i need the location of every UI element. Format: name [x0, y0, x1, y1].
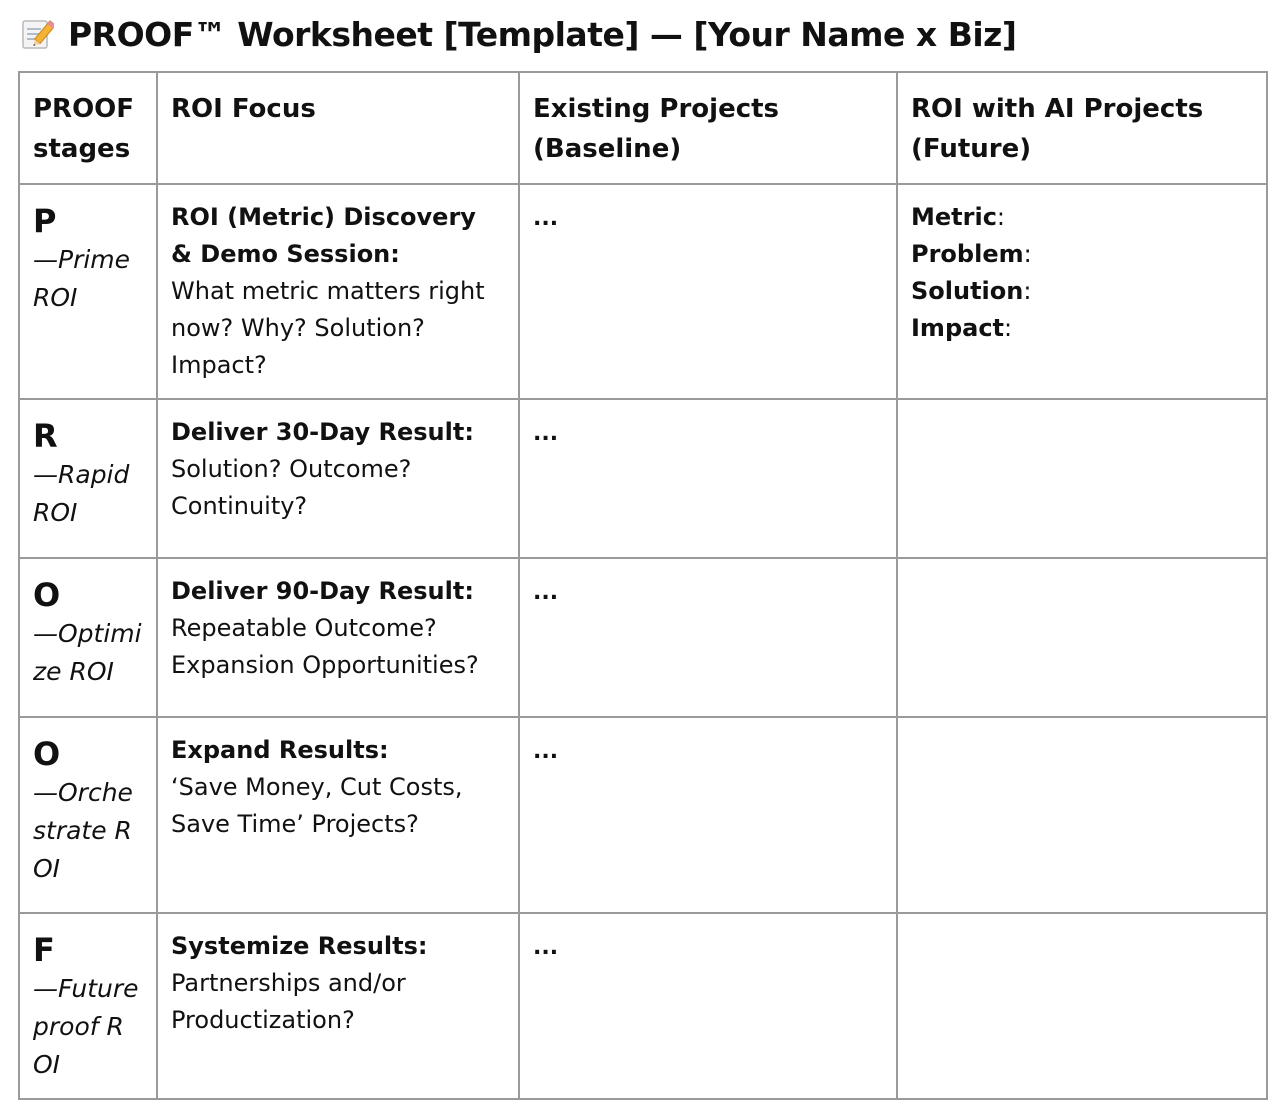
proof-table [18, 71, 1268, 1100]
page-title: PROOF™ Worksheet [Template] — [Your Name x Biz] [68, 14, 1017, 54]
baseline-placeholder: ... [533, 580, 559, 605]
stage-name: —Futureproof ROI [33, 974, 139, 1079]
solution-label: Solution [911, 277, 1024, 305]
stage-cell [19, 717, 157, 913]
memo-icon [20, 17, 54, 51]
baseline-placeholder: ... [533, 421, 559, 446]
table-row [19, 184, 1267, 399]
stage-cell [19, 913, 157, 1099]
focus-body: ‘Save Money, Cut Costs, Save Time’ Projects? [171, 773, 463, 838]
stage-name: —Prime ROI [33, 245, 131, 312]
impact-line [911, 310, 1253, 347]
focus-title: Systemize Results: [171, 932, 428, 960]
focus-title: Expand Results: [171, 736, 389, 764]
baseline-placeholder: ... [533, 935, 559, 960]
title-row [20, 12, 1016, 56]
header-row [19, 72, 1267, 184]
stage-cell [19, 558, 157, 717]
impact-label: Impact [911, 314, 1005, 342]
table-row [19, 558, 1267, 717]
header-proof-stages: PROOF stages [19, 72, 157, 184]
future-cell[interactable] [897, 558, 1267, 717]
solution-line [911, 273, 1253, 310]
metric-colon: : [996, 203, 1006, 231]
focus-cell [157, 558, 519, 717]
focus-body: Repeatable Outcome? Expansion Opportunities? [171, 614, 479, 679]
table-row [19, 717, 1267, 913]
baseline-cell[interactable] [519, 184, 897, 399]
future-cell[interactable] [897, 399, 1267, 558]
stage-letter: F [33, 931, 55, 969]
problem-label: Problem [911, 240, 1024, 268]
focus-cell [157, 913, 519, 1099]
focus-body: What metric matters right now? Why? Solution? Impact? [171, 277, 485, 379]
baseline-placeholder: ... [533, 206, 559, 231]
stage-cell [19, 184, 157, 399]
header-existing-projects: Existing Projects (Baseline) [519, 72, 897, 184]
header-roi-focus: ROI Focus [157, 72, 519, 184]
problem-colon: : [1023, 240, 1032, 268]
stage-name: —Rapid ROI [33, 460, 130, 527]
stage-name: —Optimize ROI [33, 619, 142, 686]
future-cell[interactable] [897, 717, 1267, 913]
stage-letter: R [33, 417, 58, 455]
baseline-cell[interactable] [519, 913, 897, 1099]
focus-cell [157, 717, 519, 913]
stage-letter: P [33, 202, 57, 240]
baseline-placeholder: ... [533, 739, 559, 764]
table-row [19, 913, 1267, 1099]
impact-colon: : [1004, 314, 1013, 342]
problem-line [911, 236, 1253, 273]
focus-title: Deliver 90-Day Result: [171, 577, 474, 605]
metric-label: Metric [911, 203, 997, 231]
stage-letter: O [33, 735, 61, 773]
focus-cell [157, 184, 519, 399]
focus-title: ROI (Metric) Discovery & Demo Session: [171, 203, 476, 268]
stage-cell [19, 399, 157, 558]
baseline-cell[interactable] [519, 717, 897, 913]
future-cell[interactable] [897, 913, 1267, 1099]
baseline-cell[interactable] [519, 399, 897, 558]
focus-body: Partnerships and/or Productization? [171, 969, 406, 1034]
table-row [19, 399, 1267, 558]
metric-line [911, 199, 1253, 236]
stage-letter: O [33, 576, 61, 614]
baseline-cell[interactable] [519, 558, 897, 717]
focus-title: Deliver 30-Day Result: [171, 418, 474, 446]
solution-colon: : [1023, 277, 1032, 305]
focus-cell [157, 399, 519, 558]
header-ai-projects: ROI with AI Projects (Future) [897, 72, 1267, 184]
future-cell[interactable] [897, 184, 1267, 399]
stage-name: —Orchestrate ROI [33, 778, 133, 883]
focus-body: Solution? Outcome? Continuity? [171, 455, 412, 520]
